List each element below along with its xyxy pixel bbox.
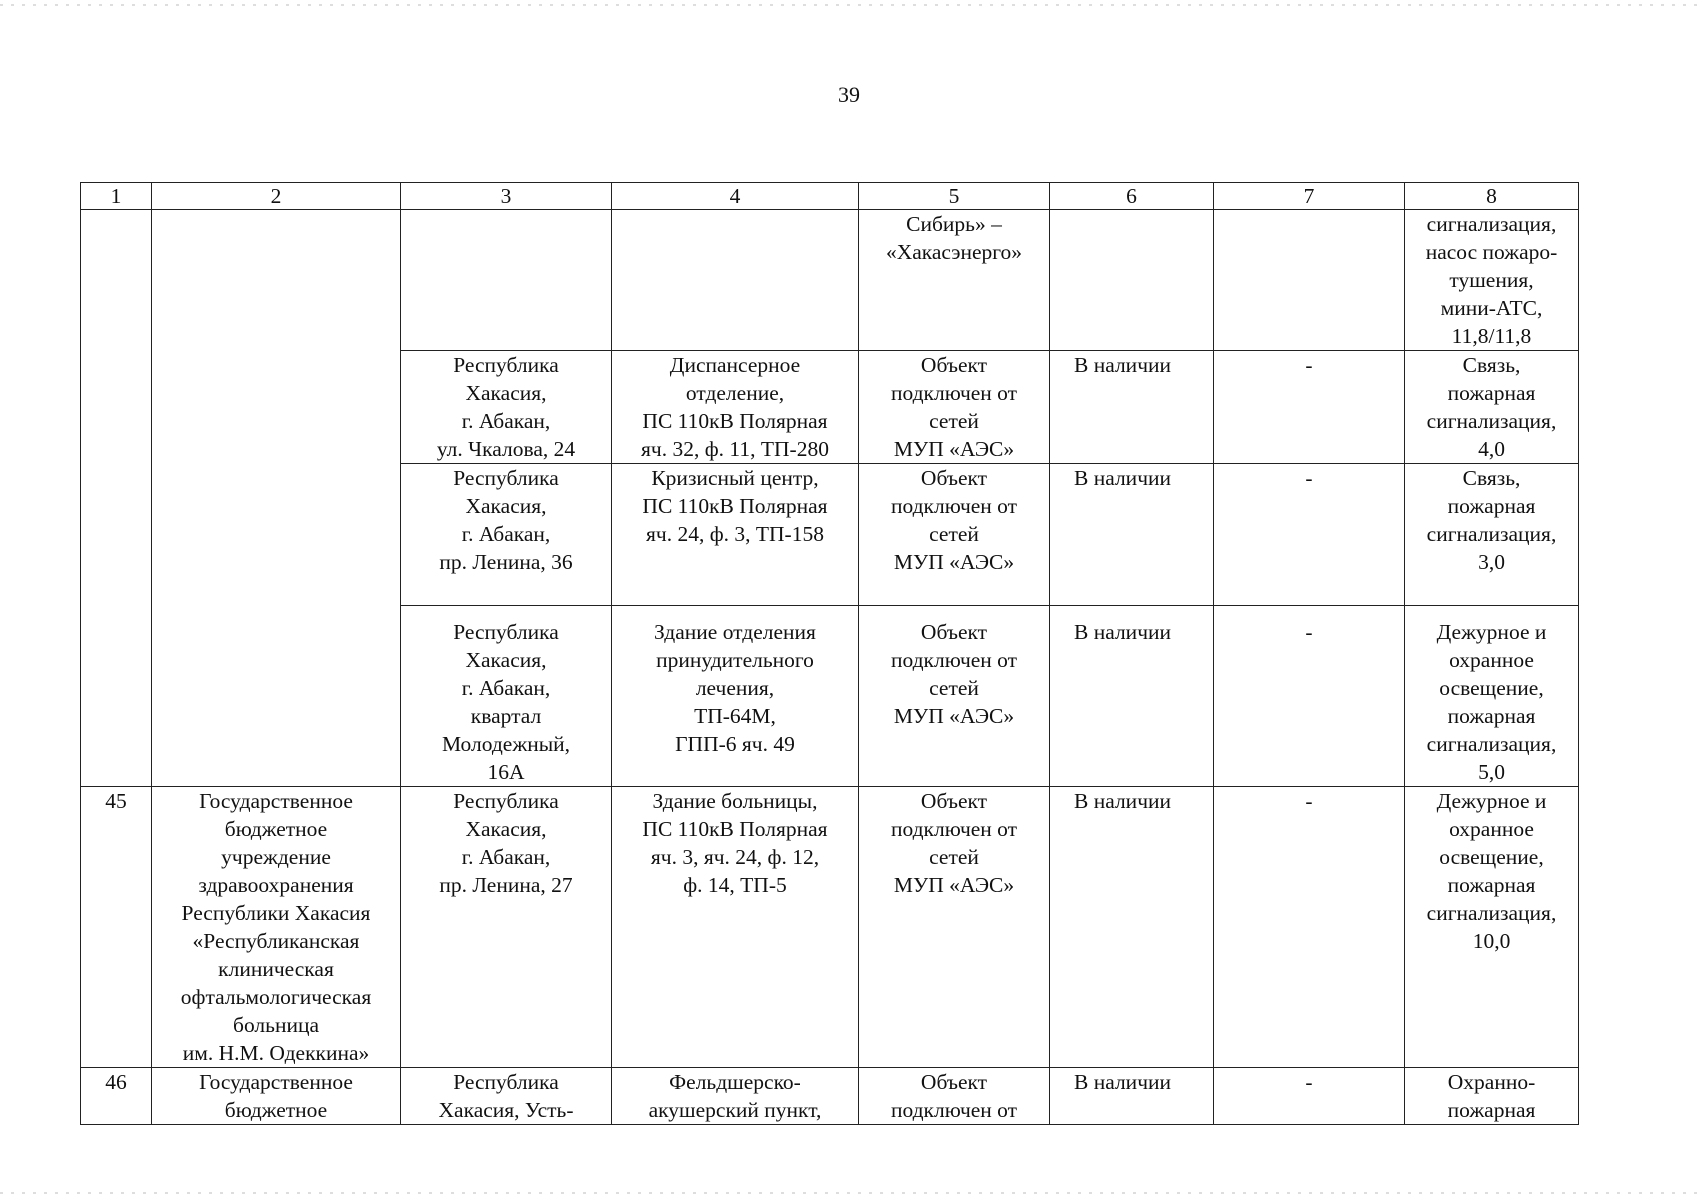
header-cell-2: 2 [152,183,401,210]
header-row [81,183,1579,210]
cell-loads: Дежурное и охранное освещение, пожарная сигнализация, 5,0 [1405,606,1579,787]
cell-num-empty [81,210,152,787]
header-cell-1: 1 [81,183,152,210]
cell-power-source: Объект подключен от сетей МУП «АЭС» [859,787,1050,1068]
cell-object: Фельдшерско- акушерский пункт, [612,1068,859,1125]
page-number: 39 [838,82,860,107]
cell-need: - [1214,787,1405,1068]
cell-power-source: Объект подключен от [859,1068,1050,1125]
cell-object: Кризисный центр, ПС 110кВ Полярная яч. 24, ф. 3, ТП-158 [612,464,859,606]
cell-need: - [1214,606,1405,787]
cell-number: 46 [81,1068,152,1125]
header-cell-5: 5 [859,183,1050,210]
cell-object: Здание отделения принудительного лечения, ТП-64М, ГПП-6 яч. 49 [612,606,859,787]
scan-edge-bottom [0,1192,1698,1194]
cell-object: Здание больницы, ПС 110кВ Полярная яч. 3, яч. 24, ф. 12, ф. 14, ТП-5 [612,787,859,1068]
cell-availability: В наличии [1050,1068,1214,1125]
header-cell-8: 8 [1405,183,1579,210]
header-cell-3: 3 [401,183,612,210]
table-row [81,1068,1579,1125]
scan-edge-top [0,4,1698,6]
cell-availability: В наличии [1050,351,1214,464]
cell-need: - [1214,1068,1405,1125]
cell-number: 45 [81,787,152,1068]
cell-object [612,210,859,351]
cell-power-source: Сибирь» – «Хакасэнерго» [859,210,1050,351]
cell-org-empty [152,210,401,787]
cell-loads: Связь, пожарная сигнализация, 3,0 [1405,464,1579,606]
header-cell-7: 7 [1214,183,1405,210]
cell-loads: Связь, пожарная сигнализация, 4,0 [1405,351,1579,464]
cell-organization: Государственное бюджетное [152,1068,401,1125]
cell-need: - [1214,464,1405,606]
cell-organization: Государственное бюджетное учреждение здравоохранения Республики Хакасия «Республиканская клиническая офтальмологическая больница им. Н.М. Одеккина» [152,787,401,1068]
header-cell-6: 6 [1050,183,1214,210]
cell-loads: сигнализация, насос пожаро- тушения, мини-АТС, 11,8/11,8 [1405,210,1579,351]
cell-address: Республика Хакасия, г. Абакан, пр. Ленина, 27 [401,787,612,1068]
cell-need [1214,210,1405,351]
cell-power-source: Объект подключен от сетей МУП «АЭС» [859,606,1050,787]
header-cell-4: 4 [612,183,859,210]
cell-power-source: Объект подключен от сетей МУП «АЭС» [859,351,1050,464]
cell-availability: В наличии [1050,787,1214,1068]
cell-object: Диспансерное отделение, ПС 110кВ Полярная яч. 32, ф. 11, ТП-280 [612,351,859,464]
cell-address: Республика Хакасия, г. Абакан, квартал Молодежный, 16А [401,606,612,787]
cell-availability: В наличии [1050,464,1214,606]
cell-availability [1050,210,1214,351]
cell-address: Республика Хакасия, Усть- [401,1068,612,1125]
table-row [81,787,1579,1068]
cell-address: Республика Хакасия, г. Абакан, ул. Чкалова, 24 [401,351,612,464]
data-table [80,182,1579,1125]
cell-address: Республика Хакасия, г. Абакан, пр. Ленина, 36 [401,464,612,606]
cell-availability: В наличии [1050,606,1214,787]
table-row [81,210,1579,351]
cell-need: - [1214,351,1405,464]
cell-power-source: Объект подключен от сетей МУП «АЭС» [859,464,1050,606]
cell-loads: Дежурное и охранное освещение, пожарная сигнализация, 10,0 [1405,787,1579,1068]
cell-address [401,210,612,351]
cell-loads: Охранно- пожарная [1405,1068,1579,1125]
